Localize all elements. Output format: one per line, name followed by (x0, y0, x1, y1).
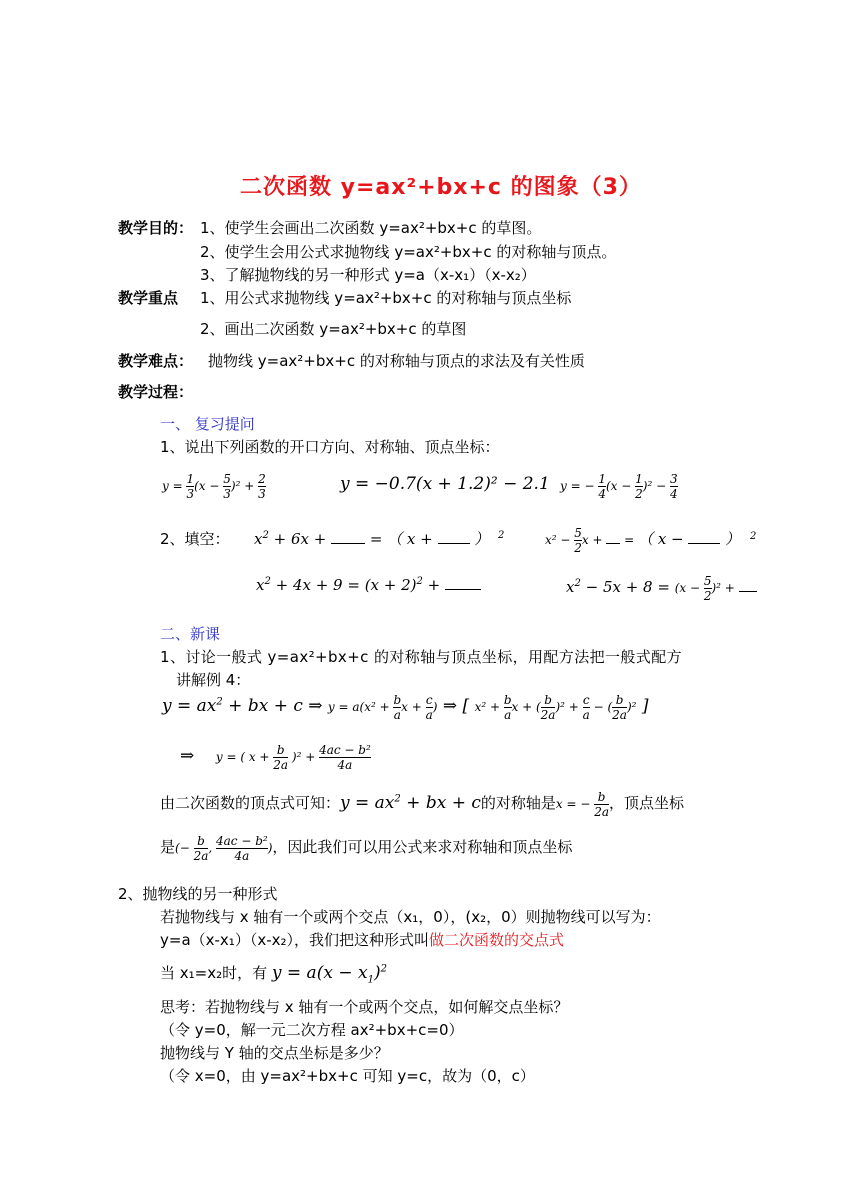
equation-1: y = $\frac{1}{3}$ (x − $\frac{5}{3}$ )² + $\frac{2}{3}$ (162, 472, 266, 501)
goal-item-3: 3、了解抛物线的另一种形式 y=a（x-x₁）（x-x₂） (200, 266, 536, 284)
process-label: 教学过程： (118, 383, 194, 401)
key-point-2: 2、画出二次函数 y=ax²+bx+c 的草图 (200, 320, 467, 338)
goals-label: 教学目的： (118, 219, 194, 237)
section3-heading: 2、抛物线的另一种形式 (118, 885, 278, 903)
section2-p3-row: 是(− $\frac{b}{2a}$ , $\frac{\text{4ac − b²}}{4a}$ )，因此我们可以用公式来求对称轴和顶点坐标 (160, 834, 573, 863)
goal-item-2: 2、使学生会用公式求抛物线 y=ax²+bx+c 的对称轴与顶点。 (200, 243, 617, 261)
fill-equation-3: $x^2 + 4x + 9 = (x + 2)^2$ + (256, 576, 481, 594)
difficulty-text: 抛物线 y=ax²+bx+c 的对称轴与顶点的求法及有关性质 (208, 352, 585, 370)
section2-p2-row: 由二次函数的顶点式可知：$y = ax^2$ + bx + c的对称轴是x = − $\frac{b}{2a}$ ，顶点坐标 (160, 790, 685, 819)
section3-line2 (160, 929, 564, 950)
fill-equation-2: x² − $\frac{5}{2}$ x + = （ x − ） $^2$ (545, 526, 757, 555)
section3-line3-text: 当 x₁=x₂时，有 (160, 964, 268, 982)
section3-line3: 当 x₁=x₂时，有 $y = a(x - x_1)^2$ (160, 963, 387, 986)
section2-p2a: 由二次函数的顶点式可知： (160, 794, 341, 812)
section1-question1: 1、说出下列函数的开口方向、对称轴、顶点坐标： (160, 438, 500, 456)
difficulty-label: 教学难点： (118, 352, 194, 370)
equation-3: y = − $\frac{1}{4}$ (x − $\frac{1}{2}$ )² − $\frac{3}{4}$ (560, 472, 678, 501)
section3-line2a: y=a（x-x₁）（x-x₂），我们把这种形式叫 (160, 931, 429, 949)
page-title: 二次函数 y=ax²+bx+c 的图象（3） (240, 175, 642, 200)
goal-item-1: 1、使学生会画出二次函数 y=ax²+bx+c 的草图。 (200, 219, 542, 237)
section3-line2b: 做二次函数的交点式 (429, 931, 565, 949)
fill-equation-1: $x^2 + 6x$ + = （ x + ） $^2$ (254, 530, 505, 548)
key-point-1: 1、用公式求抛物线 y=ax²+bx+c 的对称轴与顶点坐标 (200, 289, 572, 307)
section2-p3a: 是 (160, 838, 176, 856)
section2-heading: 二、新课 (160, 625, 221, 643)
derivation-line-1: $y = ax^2$ + bx + c ⇒ y = a(x² + $\frac{b}{a}$ x + $\frac{c}{a}$ ) ⇒ [ x² + $\frac{b}{a}$ x + ( $\frac{b}{2a}$ )² + $\frac{c}{a}$ − ( $\frac{b}{2a}$ )² ] (162, 693, 649, 722)
section1-heading: 一、 复习提问 (160, 415, 255, 433)
section3-line4: 思考：若抛物线与 x 轴有一个或两个交点，如何解交点坐标？ (160, 998, 569, 1016)
section3-line5: （令 y=0，解一元二次方程 ax²+bx+c=0） (160, 1021, 464, 1039)
section2-paragraph1: 1、讨论一般式 y=ax²+bx+c 的对称轴与顶点坐标，用配方法把一般式配方 (160, 648, 682, 666)
equation-2: y = −0.7(x + 1.2)² − 2.1 (340, 474, 550, 494)
fill-equation-4: $x^2 - 5x + 8 = (x$ − $\frac{5}{2}$ )² + (566, 574, 757, 603)
key-points-label: 教学重点 (118, 289, 179, 307)
section3-line7: （令 x=0，由 y=ax²+bx+c 可知 y=c，故为（0，c） (160, 1067, 535, 1085)
derivation-line-2: ⇒ y = ( x + $\frac{b}{2a}$ )² + $\frac{\text{4ac − b²}}{4a}$ (180, 743, 371, 772)
section1-question2: 2、填空： (160, 530, 230, 548)
section2-p3b: ，因此我们可以用公式来求对称轴和顶点坐标 (272, 838, 573, 856)
section2-paragraph1b: 讲解例 4： (176, 671, 251, 689)
section2-p2c: ，顶点坐标 (609, 794, 685, 812)
section3-line6: 抛物线与 Y 轴的交点坐标是多少？ (160, 1044, 389, 1062)
section2-p2b: 的对称轴是 (480, 794, 556, 812)
section3-line1: 若抛物线与 x 轴有一个或两个交点（x₁，0），(x₂，0）则抛物线可以写为： (160, 908, 661, 926)
